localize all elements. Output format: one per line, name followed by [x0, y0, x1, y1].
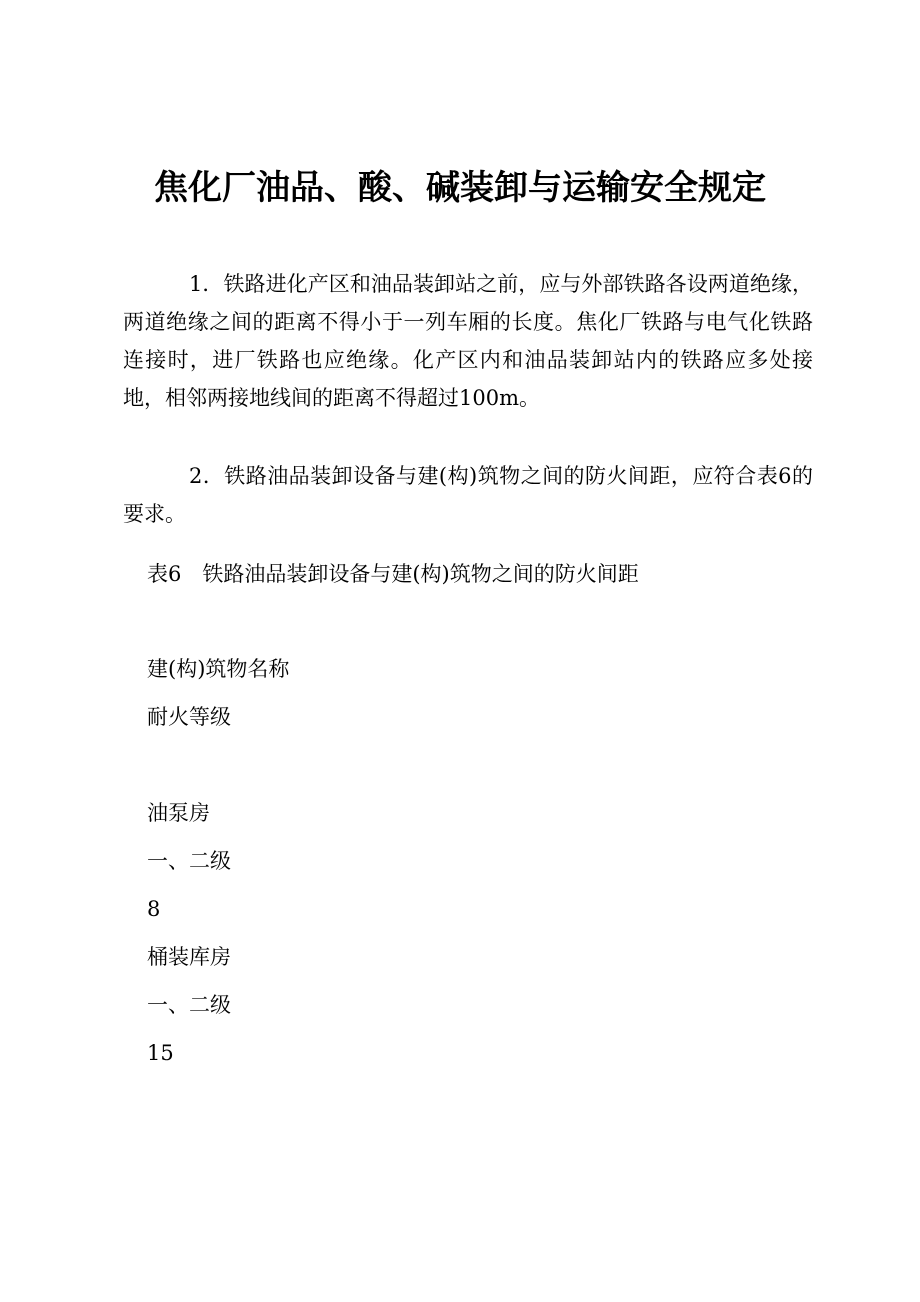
table-caption: 表6 铁路油品装卸设备与建(构)筑物之间的防火间距 [147, 562, 639, 586]
document-title: 焦化厂油品、酸、碱装卸与运输安全规定 [154, 168, 766, 208]
table-cell-row2-distance: 15 [147, 1041, 174, 1065]
table-cell-row1-name: 油泵房 [147, 801, 210, 825]
table-cell-row1-distance: 8 [147, 897, 161, 921]
table-header-fire-rating: 耐火等级 [147, 705, 231, 729]
table-cell-row1-rating: 一、二级 [147, 849, 231, 873]
table-header-building-name: 建(构)筑物名称 [147, 657, 290, 681]
paragraph-1: 1．铁路进化产区和油品装卸站之前，应与外部铁路各设两道绝缘，两道绝缘之间的距离不得小于一列车厢的长度。焦化厂铁路与电气化铁路连接时，进厂铁路也应绝缘。化产区内和油品装卸站内的铁路应多处接地，相邻两接地线间的距离不得超过100m。 [123, 272, 813, 410]
table-cell-row2-rating: 一、二级 [147, 993, 231, 1017]
paragraph-2: 2．铁路油品装卸设备与建(构)筑物之间的防火间距，应符合表6的要求。 [123, 464, 813, 526]
table-cell-row2-name: 桶装库房 [147, 945, 231, 969]
